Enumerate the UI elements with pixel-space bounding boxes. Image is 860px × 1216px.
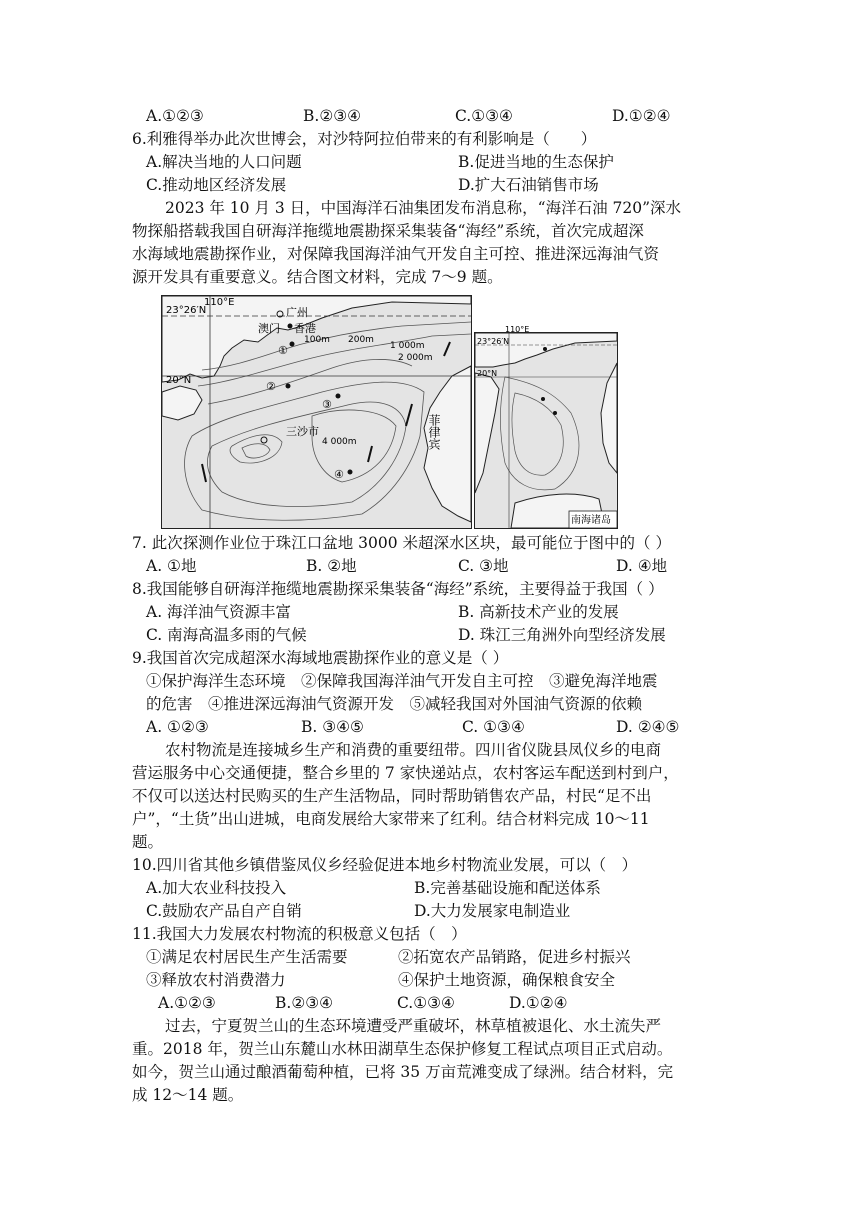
inset-map-svg — [475, 325, 617, 528]
passage2-line4: 户”，“土货”出山进城，电商发展给大家带来了红利。结合材料完成 10～11 — [132, 810, 650, 828]
q11-item-4: ④保护土地资源，确保粮食安全 — [398, 971, 616, 989]
q6-option-a: A.解决当地的人口问题 — [146, 153, 302, 171]
point-3-dot — [336, 394, 341, 399]
main-map-svg — [162, 296, 471, 528]
q9-option-d: D. ②④⑤ — [616, 718, 680, 736]
depth-2000-label: 2 000m — [398, 353, 433, 363]
inset-point-dot — [541, 397, 545, 401]
q7-option-b: B. ②地 — [306, 557, 357, 575]
inset-philippines — [601, 363, 617, 473]
q9-option-b: B. ③④⑤ — [301, 718, 364, 736]
passage3-line2: 重。2018 年，贺兰山东麓山水林田湖草生态保护修复工程试点项目正式启动。 — [132, 1040, 673, 1058]
philippines-label: 菲律宾 — [427, 414, 441, 450]
passage1-line2: 物探船搭载我国自研海洋拖缆地震勘探采集装备“海经”系统，首次完成超深 — [132, 222, 644, 240]
q8-option-c: C. 南海高温多雨的气候 — [146, 626, 307, 644]
q6-option-b: B.促进当地的生态保护 — [458, 153, 614, 171]
passage3-line3: 如今，贺兰山通过酿酒葡萄种植，已将 35 万亩荒滩变成了绿洲。结合材料，完 — [132, 1063, 674, 1081]
inset-point-dot-2 — [553, 411, 557, 415]
q8-option-a: A. 海洋油气资源丰富 — [146, 603, 292, 621]
passage1-line3: 水海域地震勘探作业，对保障我国海洋油气开发自主可控、推进深远海油气资 — [132, 245, 660, 263]
q8-option-b: B. 高新技术产业的发展 — [458, 603, 619, 621]
point-1-dot — [290, 342, 295, 347]
q7-option-c: C. ③地 — [458, 557, 509, 575]
passage2-line3: 不仅可以送达村民购买的生产生活物品，同时帮助销售农产品，村民“足不出 — [132, 787, 652, 805]
city-marker — [288, 324, 293, 329]
q7-stem: 7. 此次探测作业位于珠江口盆地 3000 米超深水区块，最可能位于图中的（ ） — [132, 534, 671, 552]
hainan-island — [162, 386, 202, 420]
q7-option-a: A. ①地 — [146, 557, 197, 575]
q5-options — [146, 105, 671, 127]
main-map — [161, 295, 472, 529]
q11-option-b: B.②③④ — [275, 994, 334, 1012]
q9-option-c: C. ①③④ — [462, 718, 525, 736]
q10-option-c: C.鼓励农产品自产自销 — [146, 902, 302, 920]
q6-stem: 6.利雅得举办此次世博会，对沙特阿拉伯带来的有利影响是（ ） — [132, 130, 597, 148]
q7-options — [146, 555, 667, 577]
q5-option-a: A.①②③ — [146, 107, 204, 125]
q11-option-c: C.①③④ — [397, 994, 455, 1012]
sansha-label: 三沙市 — [286, 425, 319, 438]
depth-200-label: 200m — [348, 335, 374, 345]
point-3-label: ③ — [322, 398, 332, 411]
passage2-line5: 题。 — [132, 833, 164, 851]
point-4-label: ④ — [334, 468, 344, 481]
q8-option-d: D. 珠江三角洲外向型经济发展 — [458, 626, 666, 644]
q5-option-b: B.②③④ — [303, 107, 362, 125]
q9-statements-line2: 的危害 ④推进深远海油气资源开发 ⑤减轻我国对外国油气资源的依赖 — [146, 695, 643, 713]
inset-lat2-label: 20°N — [477, 369, 498, 378]
inset-indochina — [475, 373, 499, 493]
depth-1000-label: 1 000m — [390, 341, 425, 351]
point-2-label: ② — [266, 380, 276, 393]
q7-option-d: D. ④地 — [616, 557, 668, 575]
inset-lat1-label: 23°26′N — [477, 337, 510, 346]
macau-label: 澳门 — [258, 322, 280, 335]
q11-item-3: ③释放农村消费潜力 — [146, 971, 286, 989]
inset-lon-label: 110°E — [505, 325, 530, 334]
map-lon-label: 110°E — [204, 297, 235, 308]
passage1-line4: 源开发具有重要意义。结合图文材料，完成 7～9 题。 — [132, 268, 503, 286]
depth-4000-label: 4 000m — [322, 437, 357, 447]
q11-option-a: A.①②③ — [158, 994, 216, 1012]
point-4-dot — [348, 470, 353, 475]
q10-option-b: B.完善基础设施和配送体系 — [414, 879, 601, 897]
point-2-dot — [286, 384, 291, 389]
inset-city-marker — [543, 347, 547, 351]
q10-option-a: A.加大农业科技投入 — [146, 879, 287, 897]
depth-100-label: 100m — [304, 335, 330, 345]
q11-stem: 11.我国大力发展农村物流的积极意义包括（ ） — [132, 925, 467, 943]
passage3-line1: 过去，宁夏贺兰山的生态环境遭受严重破坏，林草植被退化、水土流失严 — [165, 1017, 662, 1035]
q8-stem: 8.我国能够自研海洋拖缆地震勘探采集装备“海经”系统，主要得益于我国（ ） — [132, 580, 664, 598]
q9-options — [146, 716, 679, 738]
hongkong-label: 香港 — [294, 322, 316, 335]
q5-option-d: D.①②④ — [612, 107, 671, 125]
q5-option-c: C.①③④ — [455, 107, 513, 125]
q11-options — [158, 992, 568, 1014]
guangzhou-label: 广州 — [286, 306, 308, 319]
q10-option-d: D.大力发展家电制造业 — [414, 902, 571, 920]
inset-map — [474, 325, 618, 529]
passage3-line4: 成 12～14 题。 — [132, 1086, 244, 1104]
passage1-line1: 2023 年 10 月 3 日，中国海洋石油集团发布消息称，“海洋石油 720”深水 — [165, 199, 682, 217]
q10-stem: 10.四川省其他乡镇借鉴凤仪乡经验促进本地乡村物流业发展，可以（ ） — [132, 856, 638, 874]
point-1-label: ① — [278, 344, 288, 357]
map-lat2-label: 20°N — [166, 375, 192, 386]
inset-label: 南海诸岛 — [571, 515, 611, 526]
q11-item-2: ②拓宽农产品销路，促进乡村振兴 — [398, 948, 631, 966]
passage2-line2: 营运服务中心交通便捷，整合乡里的 7 家快递站点，农村客运车配送到村到户， — [132, 764, 679, 782]
q6-option-d: D.扩大石油销售市场 — [458, 176, 599, 194]
q9-statements-line1: ①保护海洋生态环境 ②保障我国海洋油气开发自主可控 ③避免海洋地震 — [146, 672, 658, 690]
q11-item-1: ①满足农村居民生产生活需要 — [146, 948, 348, 966]
map-lat1-label: 23°26′N — [166, 305, 207, 316]
q9-stem: 9.我国首次完成超深水海域地震勘探作业的意义是（ ） — [132, 649, 509, 667]
q9-option-a: A. ①②③ — [146, 718, 209, 736]
passage2-line1: 农村物流是连接城乡生产和消费的重要纽带。四川省仪陇县凤仪乡的电商 — [165, 741, 662, 759]
q11-option-d: D.①②④ — [509, 994, 568, 1012]
q6-option-c: C.推动地区经济发展 — [146, 176, 287, 194]
sansha-marker — [261, 437, 267, 443]
